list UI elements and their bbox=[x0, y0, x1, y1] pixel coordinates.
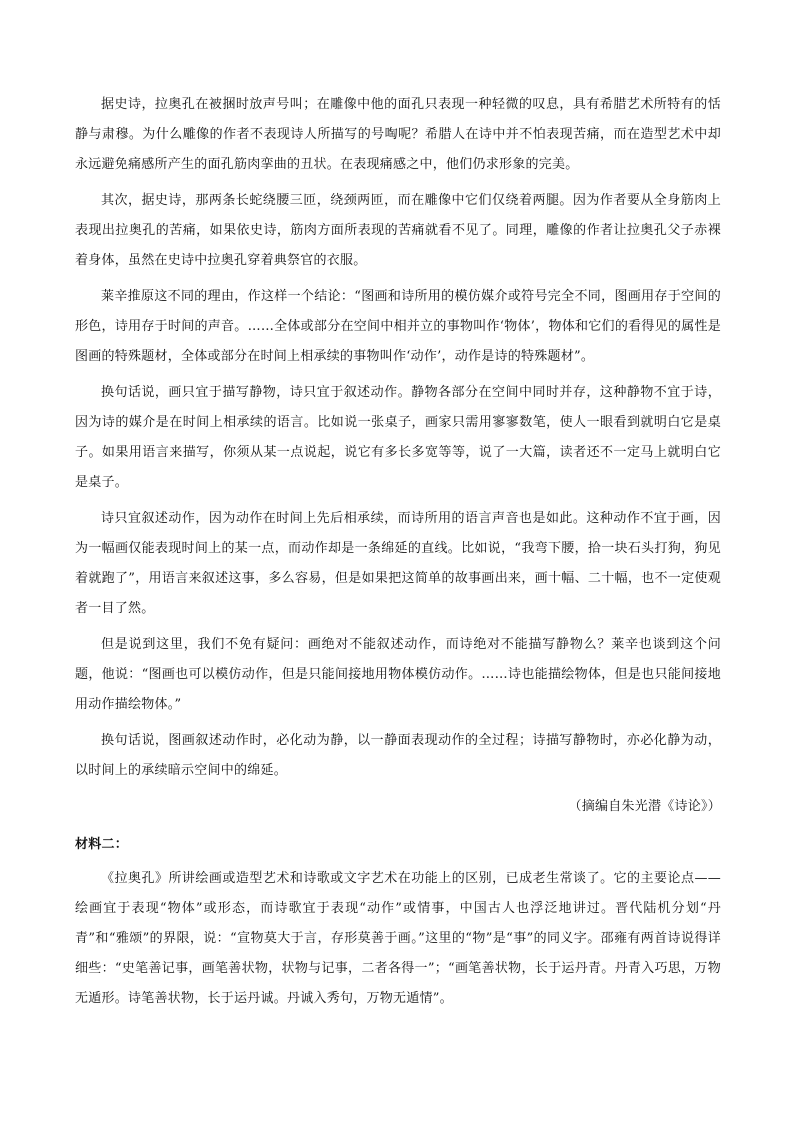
paragraph-3: 莱辛推原这不同的理由，作这样一个结论：“图画和诗所用的模仿媒介或符号完全不同，图画用存于空间的形色，诗用存于时间的声音。……全体或部分在空间中相并立的事物叫作‘物体’，物体和它们的看得见的属性是图画的特殊题材，全体或部分在时间上相承续的事物叫作‘动作’，动作是诗的特殊题材”。 bbox=[75, 289, 721, 364]
paragraph-6: 但是说到这里，我们不免有疑问：画绝对不能叙述动作，而诗绝对不能描写静物么？莱辛也谈到这个问题，他说：“图画也可以模仿动作，但是只能间接地用物体模仿动作。……诗也能描绘物体，但是也只能间接地用动作描绘物体。” bbox=[75, 637, 721, 712]
paragraph-material-2: 《拉奥孔》所讲绘画或造型艺术和诗歌或文字艺术在功能上的区别，已成老生常谈了。它的主要论点——绘画宜于表现“物体”或形态，而诗歌宜于表现“动作”或情事，中国古人也浮泛地讲过。晋代陆机分划“丹青”和“雅颂”的界限，说：“宣物莫大于言，存形莫善于画。”这里的“物”是“事”的同义字。邵雍有两首诗说得详细些：“史笔善记事，画笔善状物，状物与记事，二者各得一”；“画笔善状物，长于运丹青。丹青入巧思，万物无遁形。诗笔善状物，长于运丹诚。丹诚入秀句，万物无遁情”。 bbox=[75, 871, 721, 1006]
paragraph-2: 其次，据史诗，那两条长蛇绕腰三匝，绕颈两匝，而在雕像中它们仅绕着两腿。因为作者要从全身筋肉上表现出拉奥孔的苦痛，如果依史诗，筋肉方面所表现的苦痛就看不见了。同理，雕像的作者让拉奥孔父子赤裸着身体，虽然在史诗中拉奥孔穿着典祭官的衣服。 bbox=[75, 193, 721, 268]
paragraph-1: 据史诗，拉奥孔在被捆时放声号叫；在雕像中他的面孔只表现一种轻微的叹息，具有希腊艺术所特有的恬静与肃穆。为什么雕像的作者不表现诗人所描写的号啕呢？希腊人在诗中并不怕表现苦痛，而在造型艺术中却永远避免痛感所产生的面孔筋肉挛曲的丑状。在表现痛感之中，他们仍求形象的完美。 bbox=[75, 97, 721, 172]
paragraph-7: 换句话说，图画叙述动作时，必化动为静，以一静面表现动作的全过程；诗描写静物时，亦必化静为动，以时间上的承续暗示空间中的绵延。 bbox=[75, 733, 721, 778]
paragraph-5: 诗只宜叙述动作，因为动作在时间上先后相承续，而诗所用的语言声音也是如此。这种动作不宜于画，因为一幅画仅能表现时间上的某一点，而动作却是一条绵延的直线。比如说，“我弯下腰，拾一块石头打狗，狗见着就跑了”，用语言来叙述这事，多么容易，但是如果把这简单的故事画出来，画十幅、二十幅，也不一定使观者一目了然。 bbox=[75, 511, 721, 616]
source-citation: （摘编自朱光潜《诗论》） bbox=[568, 799, 721, 814]
document-body bbox=[75, 90, 721, 1020]
section-heading: 材料二： bbox=[75, 837, 129, 852]
paragraph-4: 换句话说，画只宜于描写静物，诗只宜于叙述动作。静物各部分在空间中同时并存，这种静物不宜于诗，因为诗的媒介是在时间上相承续的语言。比如说一张桌子，画家只需用寥寥数笔，使人一眼看到就明白它是桌子。如果用语言来描写，你须从某一点说起，说它有多长多宽等等，说了一大篇，读者还不一定马上就明白它是桌子。 bbox=[75, 385, 721, 490]
